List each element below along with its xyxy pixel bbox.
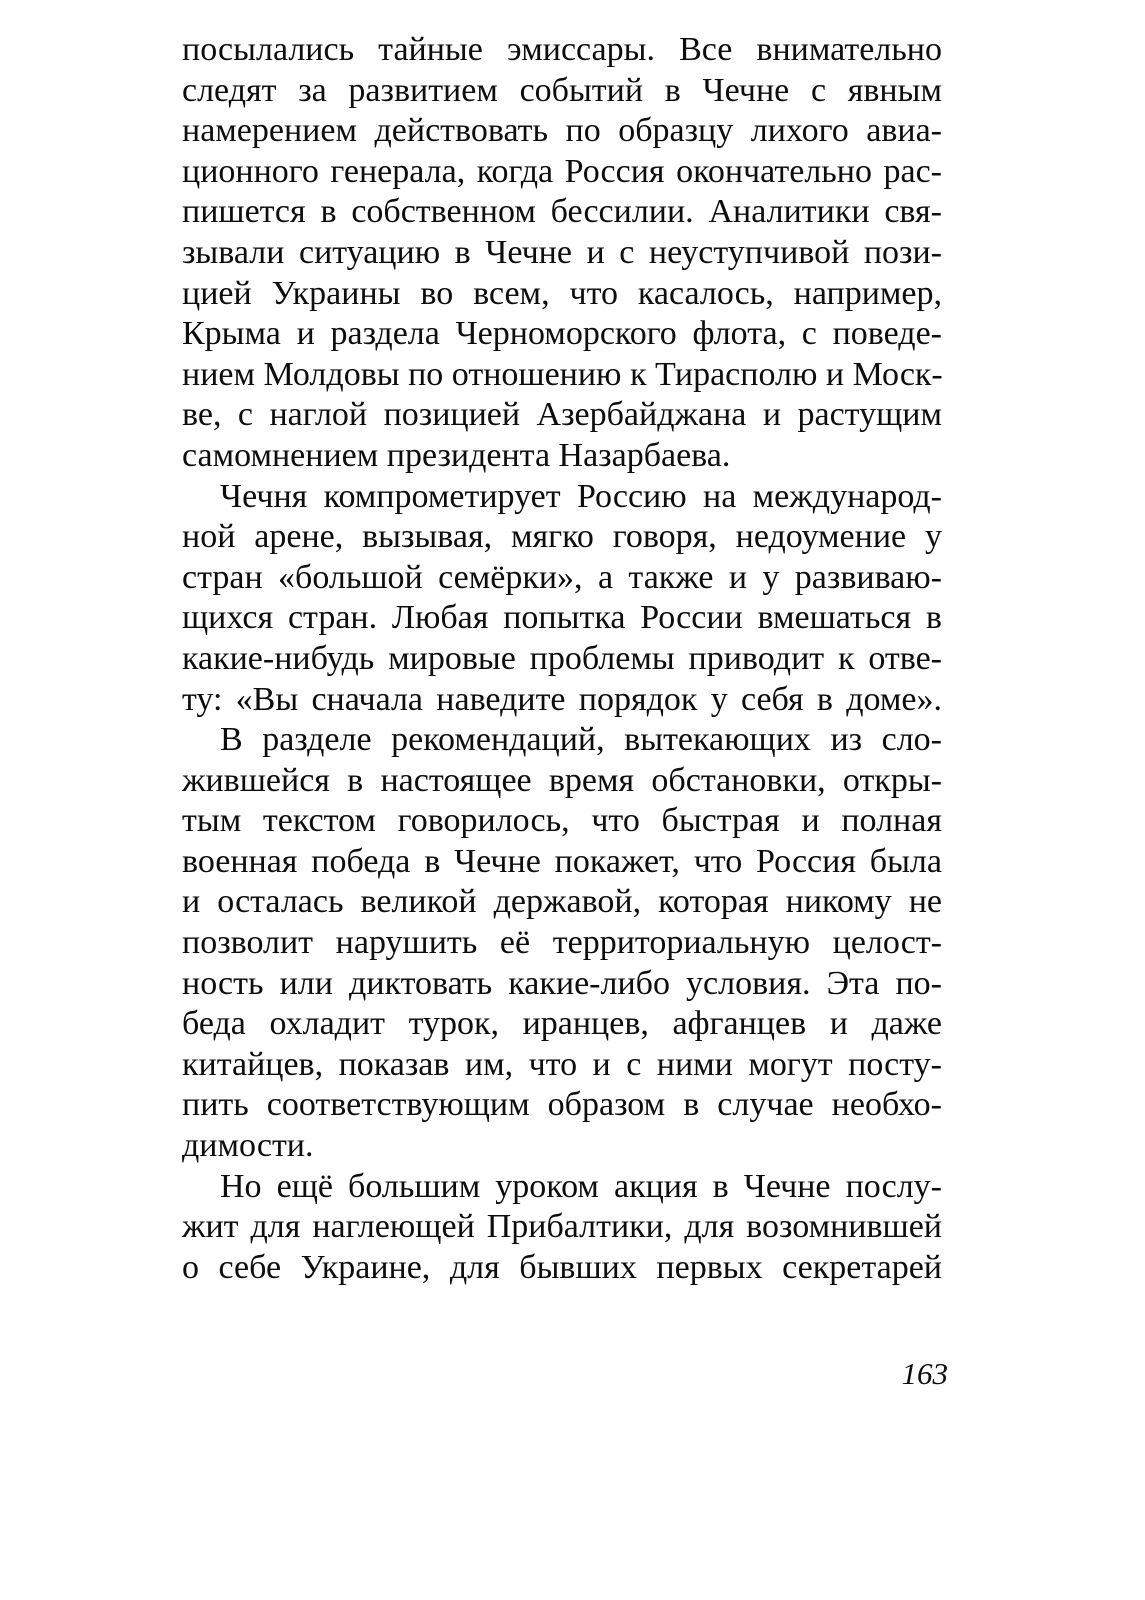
text-line: ве, с наглой позицией Азербайджана и растущим bbox=[182, 396, 942, 434]
text-line: пишется в собственном бессилии. Аналитики свя- bbox=[182, 193, 942, 231]
text-line: димости. bbox=[182, 1127, 314, 1165]
paragraph bbox=[182, 720, 942, 1167]
paragraph bbox=[182, 477, 942, 721]
text-line: тым текстом говорилось, что быстрая и полная bbox=[182, 802, 942, 840]
text-line: стран «большой семёрки», а также и у развиваю- bbox=[182, 558, 942, 596]
text-line: следят за развитием событий в Чечне с явным bbox=[182, 71, 942, 109]
text-line: Чечня компрометирует Россию на международ- bbox=[220, 477, 942, 515]
text-line: ной арене, вызывая, мягко говоря, недоумение у bbox=[182, 518, 942, 556]
text-line: военная победа в Чечне покажет, что Россия была bbox=[182, 842, 942, 880]
text-line: ционного генерала, когда Россия окончательно рас- bbox=[182, 152, 942, 190]
text-line: нием Молдовы по отношению к Тирасполю и Моск- bbox=[182, 355, 943, 393]
text-line: намерением действовать по образцу лихого авиа- bbox=[182, 112, 942, 150]
text-line: позволит нарушить её территориальную целост- bbox=[182, 924, 942, 962]
text-line: Крыма и раздела Черноморского флота, с поведе- bbox=[182, 315, 942, 353]
text-line: пить соответствующим образом в случае необхо- bbox=[182, 1086, 942, 1124]
page-body bbox=[182, 30, 942, 1288]
text-line: ность или диктовать какие-либо условия. Эта по- bbox=[182, 964, 942, 1002]
text-line: беда охладит турок, иранцев, афганцев и даже bbox=[182, 1005, 942, 1043]
text-line: зывали ситуацию в Чечне и с неуступчивой пози- bbox=[182, 233, 942, 271]
text-line: цией Украины во всем, что касалось, например, bbox=[182, 274, 942, 312]
paragraph bbox=[182, 30, 942, 477]
text-line: жит для наглеющей Прибалтики, для возомнившей bbox=[182, 1208, 942, 1246]
page-number: 163 bbox=[901, 1356, 948, 1391]
text-line: о себе Украине, для бывших первых секретарей bbox=[182, 1248, 942, 1286]
text-line: и осталась великой державой, которая никому не bbox=[182, 883, 942, 921]
text-line: Но ещё большим уроком акция в Чечне послу- bbox=[220, 1167, 942, 1205]
paragraph bbox=[182, 1167, 942, 1289]
text-line: самомнением президента Назарбаева. bbox=[182, 436, 731, 474]
text-line: В разделе рекомендаций, вытекающих из сло- bbox=[220, 721, 942, 759]
text-line: посылались тайные эмиссары. Все внимательно bbox=[182, 31, 942, 68]
text-line: жившейся в настоящее время обстановки, откры- bbox=[182, 761, 942, 799]
text-line: ту: «Вы сначала наведите порядок у себя в доме». bbox=[182, 680, 942, 718]
text-line: китайцев, показав им, что и с ними могут посту- bbox=[182, 1045, 942, 1083]
text-line: щихся стран. Любая попытка России вмешаться в bbox=[182, 599, 942, 637]
text-line: какие-нибудь мировые проблемы приводит к отве- bbox=[182, 639, 942, 677]
